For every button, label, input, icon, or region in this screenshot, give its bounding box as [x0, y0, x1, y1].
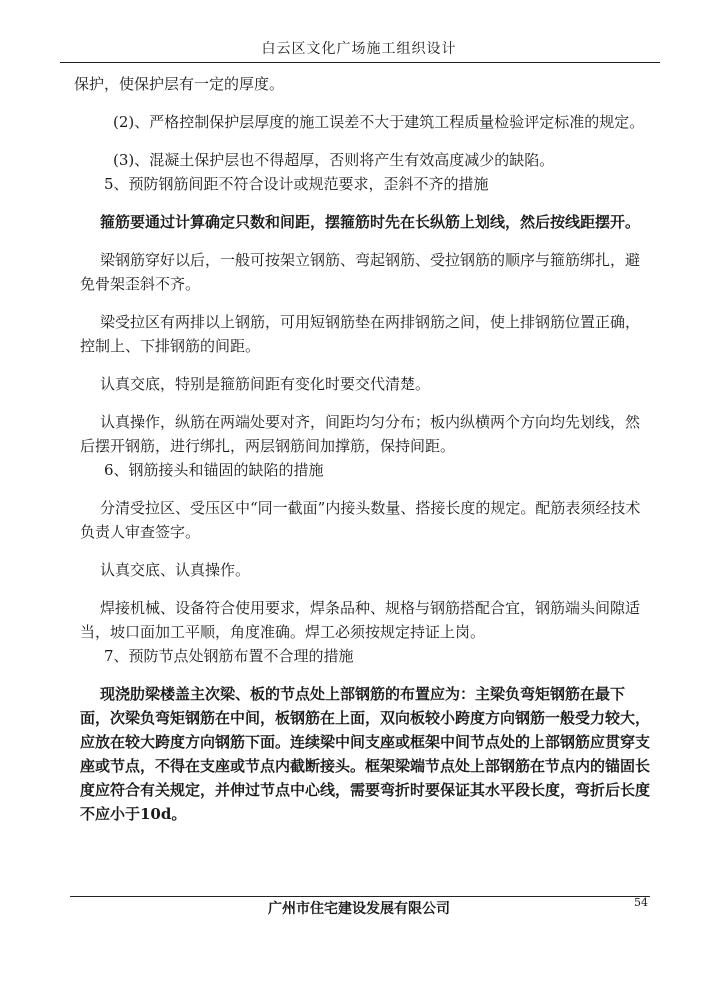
section-heading: 5、预防钢筋间距不符合设计或规范要求，歪斜不齐的措施 [104, 175, 489, 193]
paragraph: 分清受拉区、受压区中“同一截面”内接头数量、搭接长度的规定。配筋表须经技术负责人审查签字。 [80, 499, 641, 541]
page-header-title: 白云区文化广场施工组织设计 [261, 41, 457, 57]
paragraph: (2)、严格控制保护层厚度的施工误差不大于建筑工程质量检验评定标准的规定。 [113, 113, 645, 131]
header-rule [60, 62, 660, 63]
document-body [74, 72, 652, 826]
paragraph: 认真交底、认真操作。 [100, 561, 251, 579]
paragraph: 保护，使保护层有一定的厚度。 [74, 75, 285, 93]
section-heading: 6、钢筋接头和锚固的缺陷的措施 [104, 461, 324, 479]
paragraph: 梁钢筋穿好以后，一般可按架立钢筋、弯起钢筋、受拉钢筋的顺序与箍筋绑扎，避免骨架歪斜不齐。 [80, 251, 641, 293]
paragraph: 焊接机械、设备符合使用要求，焊条品种、规格与钢筋搭配合宜，钢筋端头间隙适当，坡口面加工平顺，角度准确。焊工必须按规定持证上岗。 [80, 599, 641, 641]
paragraph: 认真操作，纵筋在两端处要对齐，间距均匀分布；板内纵横两个方向均先划线，然后摆开钢筋，进行绑扎，两层钢筋间加撑筋，保持间距。 [80, 413, 641, 455]
paragraph: 认真交底，特别是箍筋间距有变化时要交代清楚。 [100, 375, 431, 393]
footer-company-name: 广州市住宅建设发展有限公司 [268, 901, 450, 917]
paragraph: 梁受拉区有两排以上钢筋，可用短钢筋垫在两排钢筋之间，使上排钢筋位置正确，控制上、下排钢筋的间距。 [80, 313, 641, 355]
paragraph: (3)、混凝土保护层也不得超厚，否则将产生有效高度减少的缺陷。 [113, 151, 555, 169]
section-heading: 7、预防节点处钢筋布置不合理的措施 [104, 647, 354, 665]
paragraph: 箍筋要通过计算确定只数和间距，摆箍筋时先在长纵筋上划线，然后按线距摆开。 [100, 213, 641, 231]
footer-rule [70, 896, 650, 897]
paragraph: 现浇肋梁楼盖主次梁、板的节点处上部钢筋的布置应为：主梁负弯矩钢筋在最下面，次梁负弯矩钢筋在中间，板钢筋在上面，双向板较小跨度方向钢筋一般受力较大，应放在较大跨度方向钢筋下面。连续梁中间支座或框架中间节点处的上部钢筋应贯穿支座或节点，不得在支座或节点内截断接头。框架梁端节点处上部钢筋在节点内的锚固长度应符合有关规定，并伸过节点中心线，需要弯折时要保证其水平段长度，弯折后长度不应小于10d。 [80, 685, 651, 823]
page-number: 54 [634, 896, 648, 909]
